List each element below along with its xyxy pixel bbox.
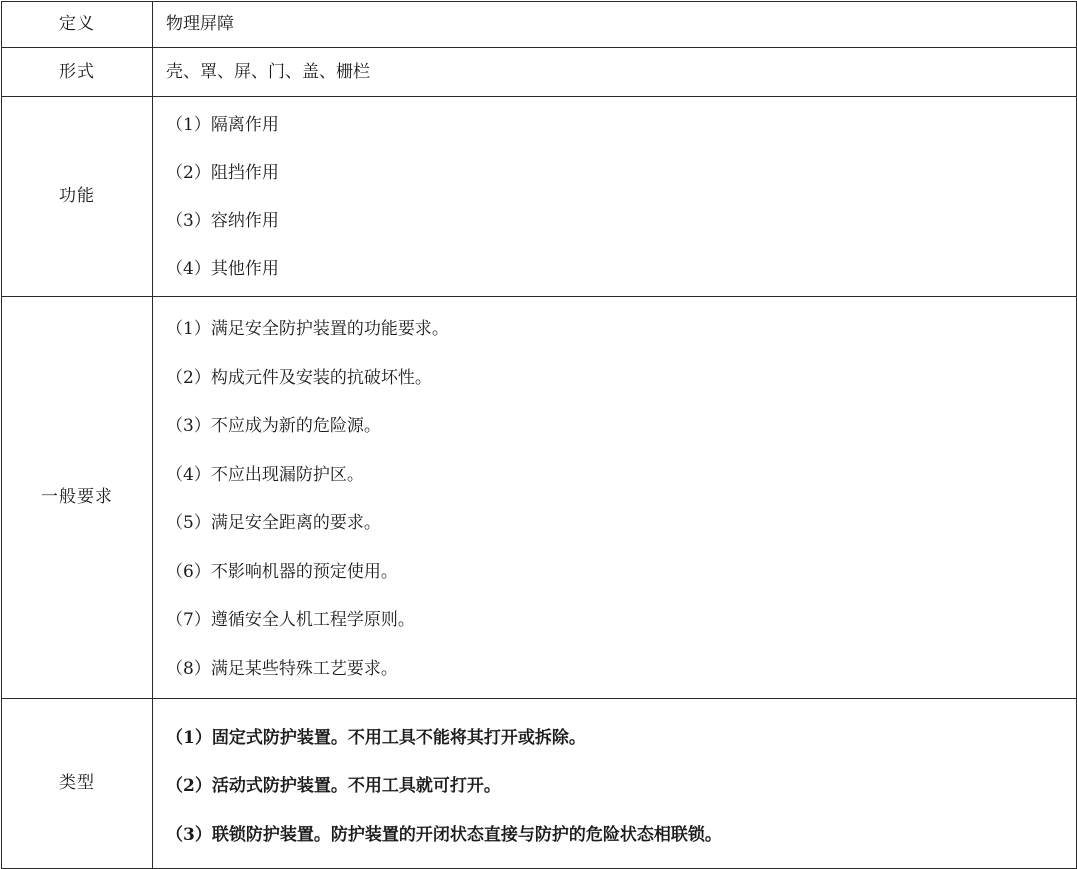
list-item-requirement-6: （6）不影响机器的预定使用。 bbox=[166, 561, 398, 582]
list-item-requirement-4: （4）不应出现漏防护区。 bbox=[166, 464, 364, 485]
list-item-requirement-1: （1）满足安全防护装置的功能要求。 bbox=[166, 319, 449, 340]
row-value-form: 壳、罩、屏、门、盖、栅栏 bbox=[153, 48, 1077, 97]
row-label-types: 类型 bbox=[2, 699, 153, 869]
list-item-requirement-2: （2）构成元件及安装的抗破坏性。 bbox=[166, 367, 432, 388]
table-row-general-requirements bbox=[2, 297, 1077, 699]
function-list bbox=[166, 100, 1076, 294]
list-item-function-2: （2）阻挡作用 bbox=[166, 163, 279, 183]
table-row-types bbox=[2, 699, 1077, 869]
row-label-general-requirements: 一般要求 bbox=[2, 297, 153, 699]
list-item-type-1: （1）固定式防护装置。不用工具不能将其打开或拆除。 bbox=[166, 727, 586, 748]
row-label-form: 形式 bbox=[2, 48, 153, 97]
table-row-definition bbox=[2, 2, 1077, 48]
row-value-function bbox=[153, 97, 1077, 297]
row-value-definition: 物理屏障 bbox=[153, 2, 1077, 48]
table-row-function bbox=[2, 97, 1077, 297]
list-item-function-4: （4）其他作用 bbox=[166, 259, 279, 279]
list-item-type-3: （3）联锁防护装置。防护装置的开闭状态直接与防护的危险状态相联锁。 bbox=[166, 824, 722, 845]
protective-device-table bbox=[1, 1, 1077, 869]
row-label-definition: 定义 bbox=[2, 2, 153, 48]
row-value-general-requirements bbox=[153, 297, 1077, 699]
types-list bbox=[166, 708, 1076, 860]
list-item-function-3: （3）容纳作用 bbox=[166, 211, 279, 231]
row-label-function: 功能 bbox=[2, 97, 153, 297]
list-item-function-1: （1）隔离作用 bbox=[166, 115, 279, 135]
list-item-requirement-7: （7）遵循安全人机工程学原则。 bbox=[166, 610, 415, 631]
list-item-requirement-3: （3）不应成为新的危险源。 bbox=[166, 416, 381, 437]
row-value-types bbox=[153, 699, 1077, 869]
general-requirements-list bbox=[166, 302, 1076, 694]
list-item-requirement-5: （5）满足安全距离的要求。 bbox=[166, 513, 381, 534]
table-row-form bbox=[2, 48, 1077, 97]
list-item-requirement-8: （8）满足某些特殊工艺要求。 bbox=[166, 658, 398, 679]
list-item-type-2: （2）活动式防护装置。不用工具就可打开。 bbox=[166, 776, 501, 796]
